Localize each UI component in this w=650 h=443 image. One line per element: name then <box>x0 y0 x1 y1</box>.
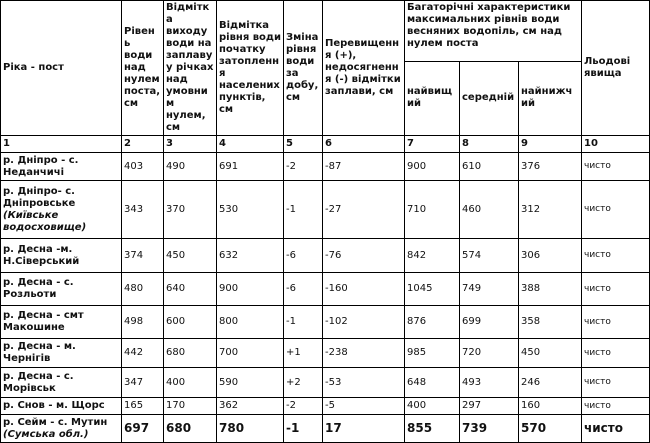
level-value: 403 <box>122 153 164 181</box>
flood-value: 800 <box>217 306 284 339</box>
change-value: -1 <box>284 181 323 239</box>
table-row <box>1 398 650 415</box>
average-value: 574 <box>460 239 519 273</box>
river-post-name: р. Десна - с. Розльоти <box>1 273 122 306</box>
river-post-cell <box>1 181 122 239</box>
river-post-name: р. Дніпро - с. Неданчичі <box>1 153 122 181</box>
average-value: 699 <box>460 306 519 339</box>
excess-value: -27 <box>323 181 405 239</box>
highest-value: 900 <box>405 153 460 181</box>
lowest-value: 306 <box>519 239 582 273</box>
header-outflow: Відмітка виходу води на заплаву у річках над умовним нулем, см <box>164 1 217 136</box>
flood-value: 700 <box>217 339 284 368</box>
river-post-name: р. Десна - смт Макошине <box>1 306 122 339</box>
col-number: 7 <box>405 136 460 153</box>
river-post-name: р. Десна -м. Н.Сіверський <box>1 239 122 273</box>
header-change: Зміна рівня води за добу, см <box>284 1 323 136</box>
col-number: 1 <box>1 136 122 153</box>
change-value: +2 <box>284 368 323 398</box>
level-value: 343 <box>122 181 164 239</box>
level-value: 498 <box>122 306 164 339</box>
flood-value: 362 <box>217 398 284 415</box>
highest-value: 985 <box>405 339 460 368</box>
ice-value: чисто <box>582 273 650 306</box>
ice-value: чисто <box>582 398 650 415</box>
average-value: 610 <box>460 153 519 181</box>
outflow-value: 680 <box>164 415 217 443</box>
excess-value: 17 <box>323 415 405 443</box>
average-value: 739 <box>460 415 519 443</box>
header-average: середній <box>460 61 519 135</box>
header-row <box>1 1 650 62</box>
river-post-sub: (Сумська обл.) <box>3 428 89 440</box>
average-value: 749 <box>460 273 519 306</box>
col-number: 3 <box>164 136 217 153</box>
highest-value: 1045 <box>405 273 460 306</box>
col-number: 9 <box>519 136 582 153</box>
flood-value: 590 <box>217 368 284 398</box>
lowest-value: 246 <box>519 368 582 398</box>
ice-value: чисто <box>582 339 650 368</box>
river-post-name: р. Снов - м. Щорс <box>1 398 122 415</box>
lowest-value: 376 <box>519 153 582 181</box>
excess-value: -238 <box>323 339 405 368</box>
level-value: 347 <box>122 368 164 398</box>
table-row <box>1 415 650 443</box>
lowest-value: 450 <box>519 339 582 368</box>
table-row <box>1 239 650 273</box>
ice-value: чисто <box>582 153 650 181</box>
excess-value: -87 <box>323 153 405 181</box>
level-value: 480 <box>122 273 164 306</box>
lowest-value: 160 <box>519 398 582 415</box>
outflow-value: 400 <box>164 368 217 398</box>
change-value: -6 <box>284 273 323 306</box>
outflow-value: 680 <box>164 339 217 368</box>
highest-value: 855 <box>405 415 460 443</box>
river-post-name: р. Десна - с. Морівськ <box>1 368 122 398</box>
excess-value: -5 <box>323 398 405 415</box>
river-post-name: р. Десна - м. Чернігів <box>1 339 122 368</box>
table-row <box>1 181 650 239</box>
ice-value: чисто <box>582 306 650 339</box>
level-value: 442 <box>122 339 164 368</box>
change-value: -6 <box>284 239 323 273</box>
table-row <box>1 368 650 398</box>
header-lowest: найнижчий <box>519 61 582 135</box>
header-ice: Льодові явища <box>582 1 650 136</box>
table-row <box>1 306 650 339</box>
river-post-sub: (Київське водосховище) <box>3 209 87 233</box>
outflow-value: 640 <box>164 273 217 306</box>
highest-value: 710 <box>405 181 460 239</box>
level-value: 165 <box>122 398 164 415</box>
highest-value: 842 <box>405 239 460 273</box>
change-value: +1 <box>284 339 323 368</box>
flood-value: 900 <box>217 273 284 306</box>
average-value: 493 <box>460 368 519 398</box>
change-value: -1 <box>284 415 323 443</box>
outflow-value: 170 <box>164 398 217 415</box>
highest-value: 648 <box>405 368 460 398</box>
average-value: 720 <box>460 339 519 368</box>
col-number: 5 <box>284 136 323 153</box>
lowest-value: 388 <box>519 273 582 306</box>
river-post-name: р. Сейм - с. Мутин <box>3 416 108 428</box>
excess-value: -160 <box>323 273 405 306</box>
col-number: 2 <box>122 136 164 153</box>
ice-value: чисто <box>582 368 650 398</box>
river-post-name: р. Дніпро- с. Дніпровське <box>3 185 76 209</box>
col-number: 6 <box>323 136 405 153</box>
ice-value: чисто <box>582 181 650 239</box>
highest-value: 400 <box>405 398 460 415</box>
change-value: -1 <box>284 306 323 339</box>
header-characteristics: Багаторічні характеристики максимальних рівнів води весняних водопіль, см над нулем поста <box>405 1 582 62</box>
col-number: 4 <box>217 136 284 153</box>
outflow-value: 450 <box>164 239 217 273</box>
flood-value: 691 <box>217 153 284 181</box>
excess-value: -53 <box>323 368 405 398</box>
flood-value: 780 <box>217 415 284 443</box>
ice-value: чисто <box>582 415 650 443</box>
lowest-value: 312 <box>519 181 582 239</box>
change-value: -2 <box>284 398 323 415</box>
flood-value: 530 <box>217 181 284 239</box>
header-flood-mark: Відмітка рівня води початку затоплення населених пунктів, см <box>217 1 284 136</box>
number-row <box>1 136 650 153</box>
header-excess: Перевищення (+), недосягнення (-) відмітки заплави, см <box>323 1 405 136</box>
excess-value: -76 <box>323 239 405 273</box>
table-row <box>1 339 650 368</box>
lowest-value: 570 <box>519 415 582 443</box>
ice-value: чисто <box>582 239 650 273</box>
lowest-value: 358 <box>519 306 582 339</box>
average-value: 297 <box>460 398 519 415</box>
outflow-value: 370 <box>164 181 217 239</box>
col-number: 8 <box>460 136 519 153</box>
header-river-post: Ріка - пост <box>1 1 122 136</box>
change-value: -2 <box>284 153 323 181</box>
header-level: Рівень води над нулем поста, см <box>122 1 164 136</box>
excess-value: -102 <box>323 306 405 339</box>
header-highest: найвищий <box>405 61 460 135</box>
river-post-cell <box>1 415 122 443</box>
table-row <box>1 153 650 181</box>
table-row <box>1 273 650 306</box>
level-value: 374 <box>122 239 164 273</box>
col-number: 10 <box>582 136 650 153</box>
outflow-value: 600 <box>164 306 217 339</box>
highest-value: 876 <box>405 306 460 339</box>
outflow-value: 490 <box>164 153 217 181</box>
level-value: 697 <box>122 415 164 443</box>
flood-value: 632 <box>217 239 284 273</box>
average-value: 460 <box>460 181 519 239</box>
